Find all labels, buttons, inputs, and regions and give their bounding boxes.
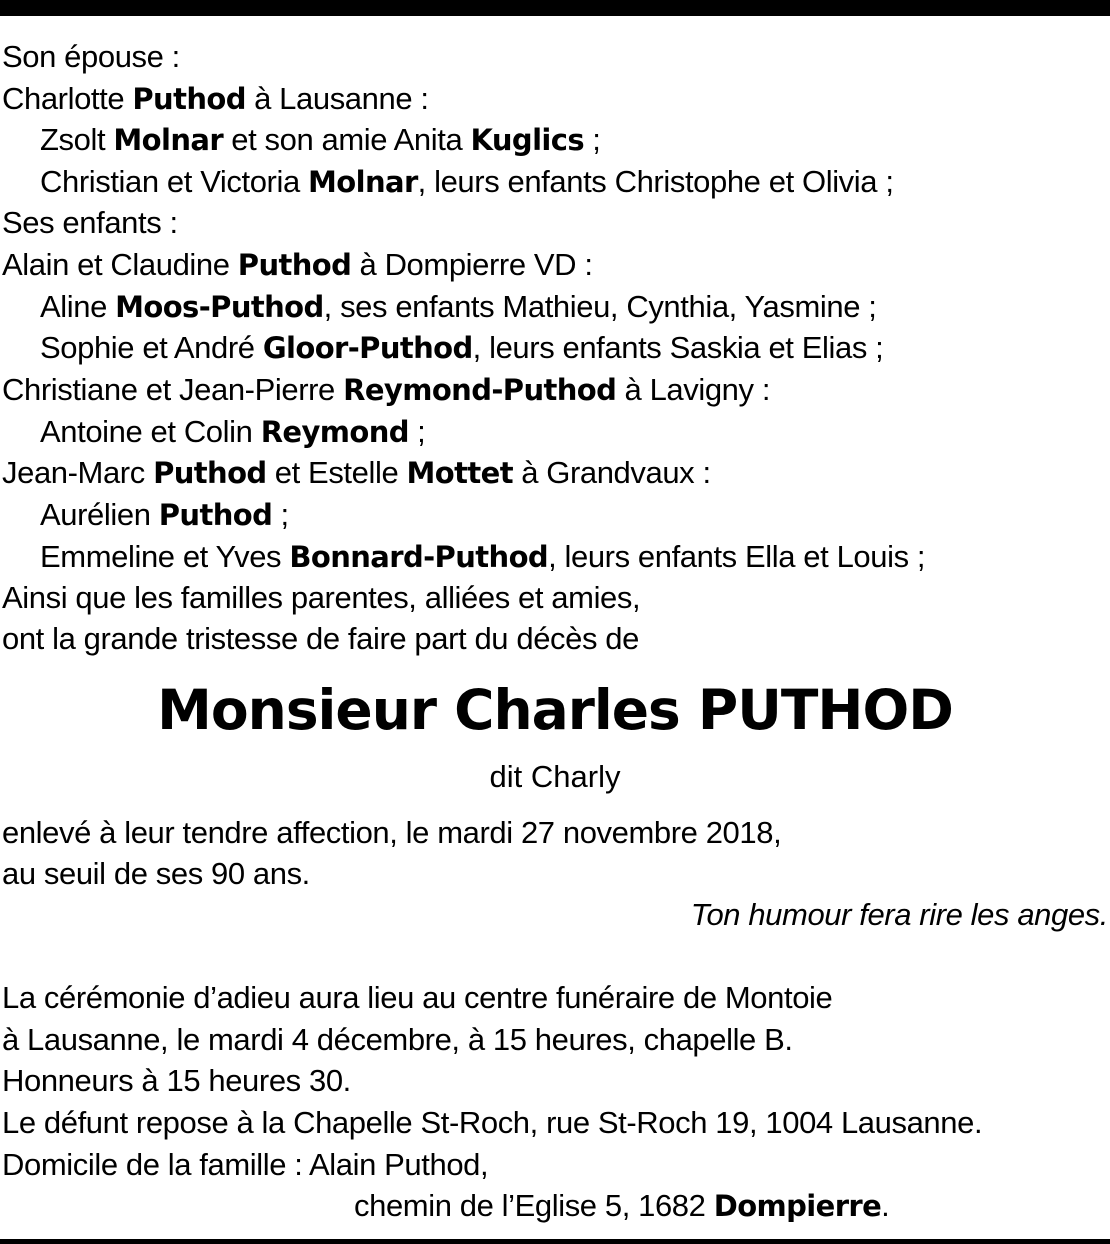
spouse-heading: Son épouse : xyxy=(2,39,180,74)
grandchild-line-1: Zsolt Molnar et son amie Anita Kuglics ; xyxy=(40,122,601,157)
child-surname: Puthod xyxy=(237,248,352,282)
child-line-2: Christiane et Jean-Pierre Reymond-Puthod à Lavigny : xyxy=(2,372,771,407)
bottom-rule xyxy=(0,1239,1110,1244)
grandchild-surname: Reymond xyxy=(260,415,409,449)
ceremony-line-1: La cérémonie d’adieu aura lieu au centre funéraire de Montoie xyxy=(2,980,833,1015)
ceremony-line-2: à Lausanne, le mardi 4 décembre, à 15 heures, chapelle B. xyxy=(2,1022,793,1057)
spouse-surname: Puthod xyxy=(132,82,246,116)
family-address: chemin de l’Eglise 5, 1682 Dompierre. xyxy=(354,1188,890,1223)
ceremony-line-3: Honneurs à 15 heures 30. xyxy=(2,1063,351,1098)
spouse-line: Charlotte Puthod à Lausanne : xyxy=(2,81,429,116)
grandchild-surname: Moos-Puthod xyxy=(115,290,324,324)
child-surname: Puthod xyxy=(153,456,267,490)
partner-surname: Kuglics xyxy=(470,123,584,157)
death-line-2: au seuil de ses 90 ans. xyxy=(2,856,310,891)
grandchild-line-2: Christian et Victoria Molnar, leurs enfants Christophe et Olivia ; xyxy=(40,164,894,199)
ceremony-line-5: Domicile de la famille : Alain Puthod, xyxy=(2,1147,489,1182)
grandchild-line-4: Sophie et André Gloor-Puthod, leurs enfants Saskia et Elias ; xyxy=(40,330,884,365)
announce-line: ont la grande tristesse de faire part du décès de xyxy=(2,621,639,656)
grandchild-surname: Gloor-Puthod xyxy=(262,331,473,365)
partner-surname: Mottet xyxy=(406,456,513,490)
address-town: Dompierre xyxy=(713,1189,882,1223)
ceremony-line-4: Le défunt repose à la Chapelle St-Roch, rue St-Roch 19, 1004 Lausanne. xyxy=(2,1105,983,1140)
grandchild-surname: Puthod xyxy=(158,498,273,532)
grandchild-line-3: Aline Moos-Puthod, ses enfants Mathieu, Cynthia, Yasmine ; xyxy=(40,289,877,324)
grandchild-line-6: Aurélien Puthod ; xyxy=(40,497,289,532)
child-line-1: Alain et Claudine Puthod à Dompierre VD : xyxy=(2,247,593,282)
grandchild-surname: Bonnard-Puthod xyxy=(289,540,549,574)
children-heading: Ses enfants : xyxy=(2,205,178,240)
grandchild-line-5: Antoine et Colin Reymond ; xyxy=(40,414,426,449)
deceased-nickname: dit Charly xyxy=(489,759,621,794)
child-surname: Reymond-Puthod xyxy=(343,373,617,407)
grandchild-surname: Molnar xyxy=(113,123,224,157)
grandchild-surname: Molnar xyxy=(308,165,418,199)
child-line-3: Jean-Marc Puthod et Estelle Mottet à Grandvaux : xyxy=(2,455,711,490)
death-line-1: enlevé à leur tendre affection, le mardi 27 novembre 2018, xyxy=(2,815,782,850)
epitaph-quote: Ton humour fera rire les anges. xyxy=(690,897,1108,932)
others-line: Ainsi que les familles parentes, alliées et amies, xyxy=(2,580,641,615)
deceased-name: Monsieur Charles PUTHOD xyxy=(157,678,953,742)
grandchild-line-7: Emmeline et Yves Bonnard-Puthod, leurs enfants Ella et Louis ; xyxy=(40,539,926,574)
